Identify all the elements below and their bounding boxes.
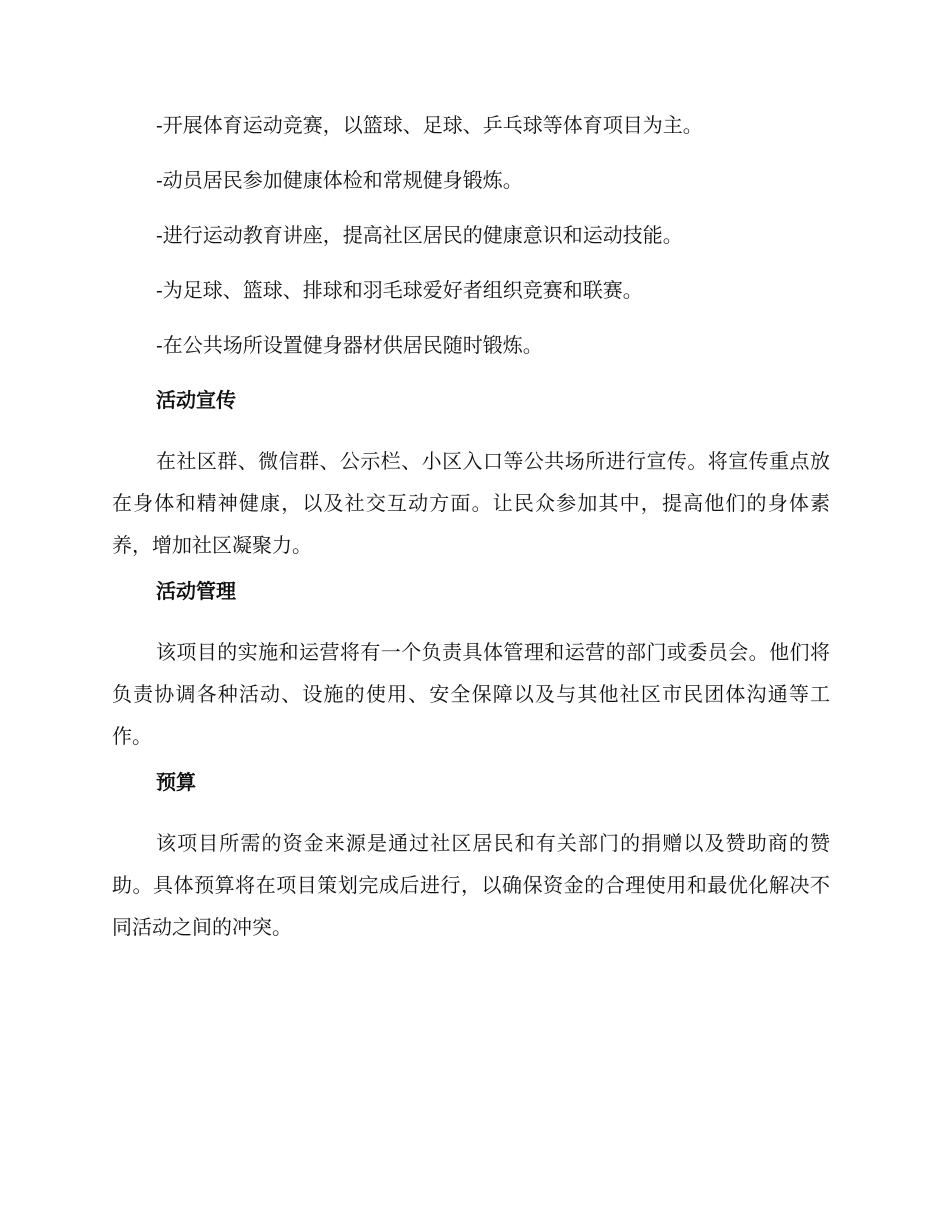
bullet-item: -进行运动教育讲座，提高社区居民的健康意识和运动技能。 <box>156 223 683 247</box>
section-heading-management: 活动管理 <box>156 579 236 603</box>
bullet-item: -在公共场所设置健身器材供居民随时锻炼。 <box>156 333 543 357</box>
bullet-item: -开展体育运动竞赛，以篮球、足球、乒乓球等体育项目为主。 <box>156 113 703 137</box>
section-heading-publicity: 活动宣传 <box>156 388 236 412</box>
section-body-management: 该项目的实施和运营将有一个负责具体管理和运营的部门或委员会。他们将负责协调各种活动、设施的使用、安全保障以及与其他社区市民团体沟通等工作。 <box>112 640 830 748</box>
section-body-budget: 该项目所需的资金来源是通过社区居民和有关部门的捐赠以及赞助商的赞助。具体预算将在项目策划完成后进行，以确保资金的合理使用和最优化解决不同活动之间的冲突。 <box>112 831 830 939</box>
bullet-item: -动员居民参加健康体检和常规健身锻炼。 <box>156 168 523 192</box>
section-body-publicity: 在社区群、微信群、公示栏、小区入口等公共场所进行宣传。将宣传重点放在身体和精神健康，以及社交互动方面。让民众参加其中，提高他们的身体素养，增加社区凝聚力。 <box>112 449 830 557</box>
section-heading-budget: 预算 <box>156 770 196 794</box>
bullet-item: -为足球、篮球、排球和羽毛球爱好者组织竞赛和联赛。 <box>156 278 643 302</box>
